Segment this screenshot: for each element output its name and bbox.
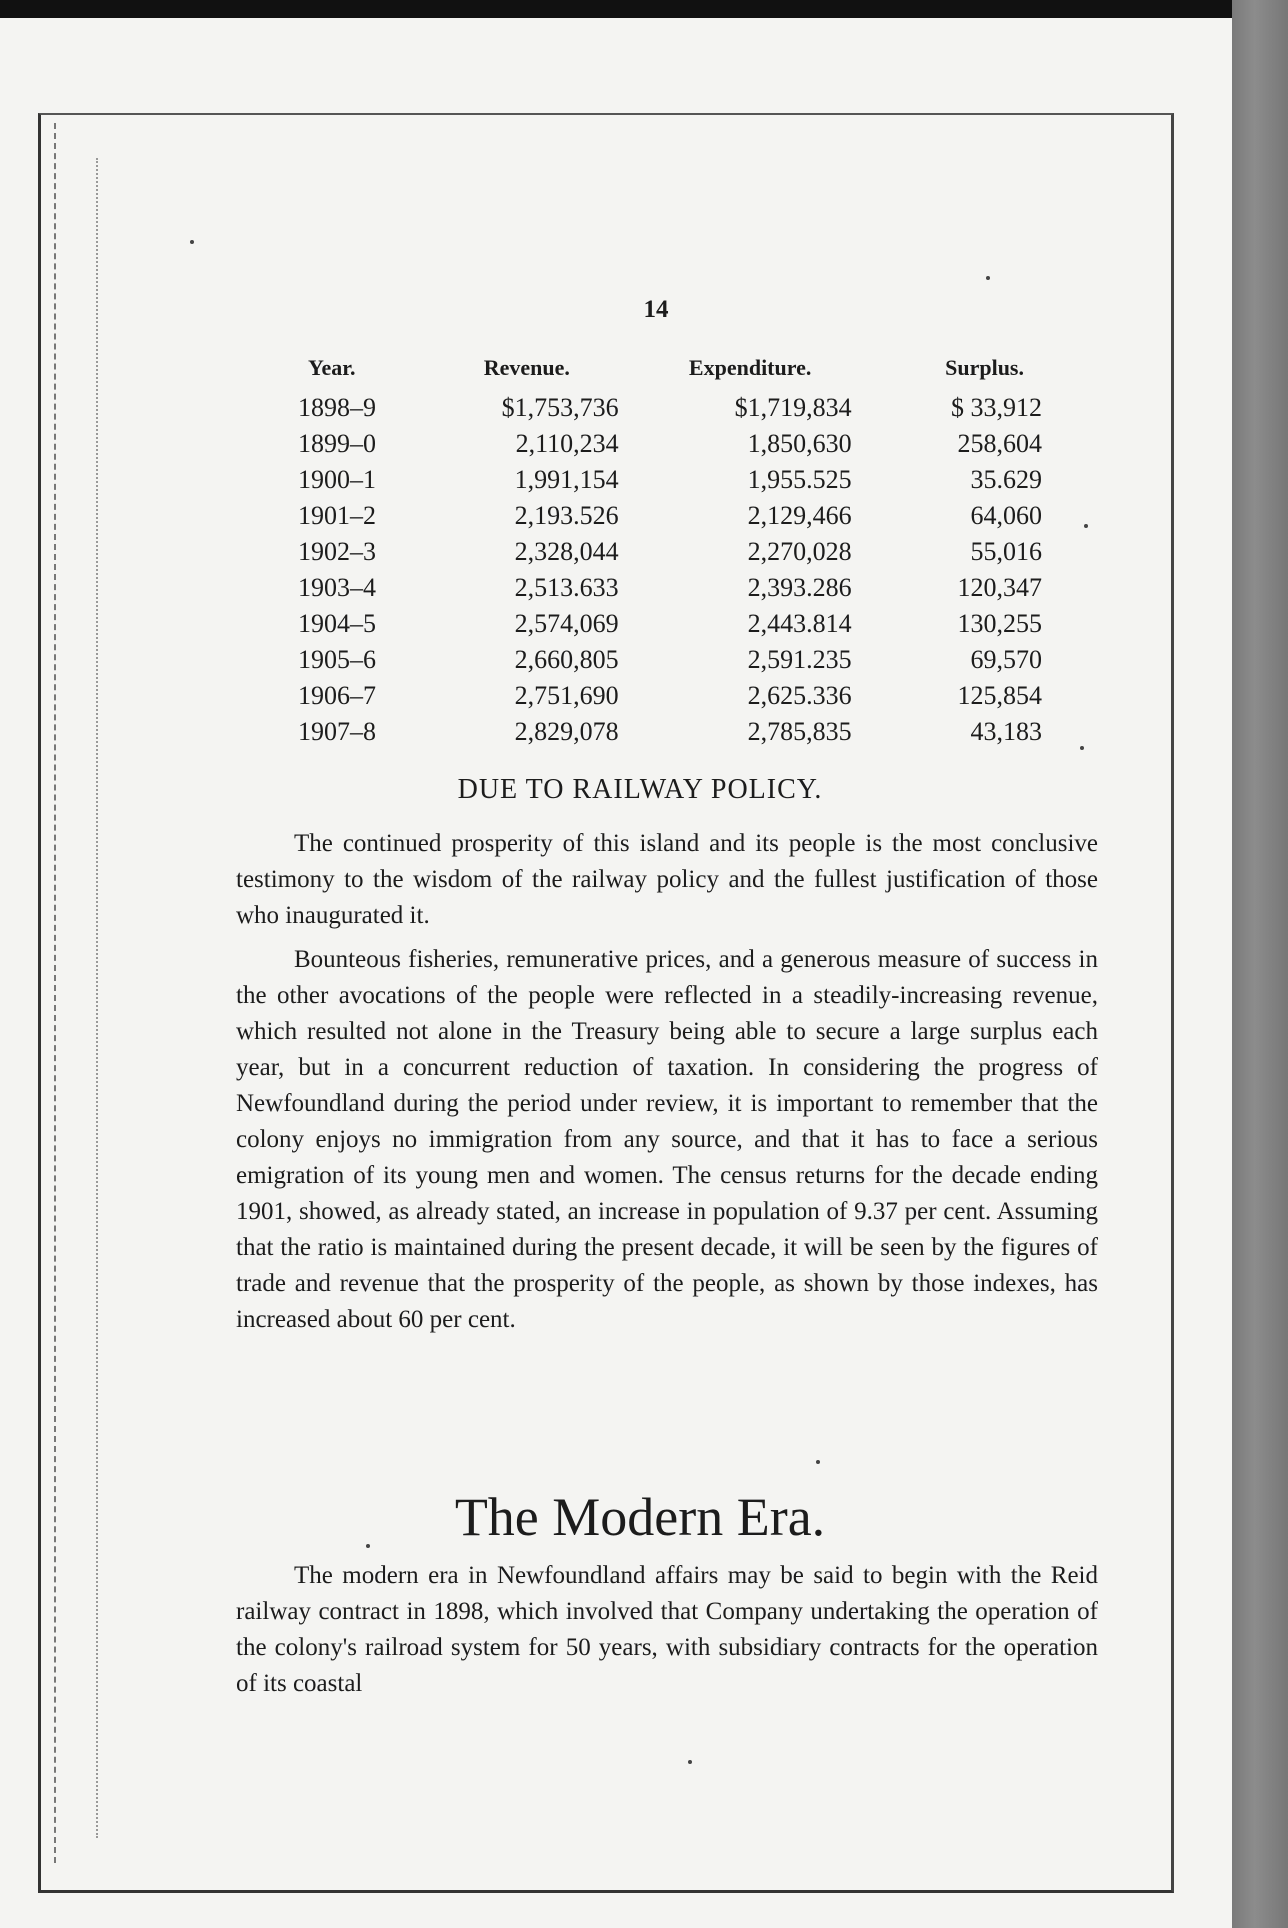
- cell-revenue: 2,328,044: [514, 537, 619, 566]
- scan-speck: [1084, 524, 1088, 528]
- cell-year: 1903–4: [298, 573, 376, 602]
- page-number: 14: [643, 296, 669, 323]
- header-year: Year.: [308, 355, 356, 380]
- cell-year: 1898–9: [298, 393, 376, 422]
- cell-revenue: 2,513.633: [514, 573, 619, 602]
- cell-surplus: 35.629: [970, 465, 1042, 494]
- table-row: [282, 606, 1042, 642]
- scan-speck: [986, 276, 990, 280]
- cell-year: 1902–3: [298, 537, 376, 566]
- cell-expenditure: 2,129,466: [747, 501, 852, 530]
- cell-surplus: 120,347: [957, 573, 1042, 602]
- header-expenditure: Expenditure.: [688, 355, 812, 380]
- cell-expenditure: 2,443.814: [747, 609, 852, 638]
- cell-surplus: 55,016: [970, 537, 1042, 566]
- frame-inner-edge: [54, 123, 56, 1863]
- table-row: [282, 642, 1042, 678]
- paragraph: The modern era in Newfoundland affairs may be said to begin with the Reid railway contract in 1898, which involved that Company undertaking the operation of the colony's railroad system for 50 years, with subsidiary contracts for the operation of its coastal: [236, 1562, 1098, 1697]
- cell-surplus: 258,604: [957, 429, 1042, 458]
- scan-speck: [190, 240, 194, 244]
- cell-surplus: $ 33,912: [951, 393, 1042, 422]
- cell-surplus: 125,854: [957, 681, 1042, 710]
- cell-expenditure: 2,393.286: [747, 573, 852, 602]
- cell-year: 1904–5: [298, 609, 376, 638]
- scan-speck: [1080, 746, 1084, 750]
- table-header-row: [282, 352, 1042, 390]
- frame-inner-edge-secondary: [96, 158, 98, 1838]
- cell-revenue: 2,110,234: [515, 429, 619, 458]
- scan-border-top: [0, 0, 1288, 18]
- cell-year: 1907–8: [298, 717, 376, 746]
- scan-speck: [688, 1760, 692, 1764]
- cell-revenue: 2,660,805: [514, 645, 619, 674]
- cell-year: 1901–2: [298, 501, 376, 530]
- table-row: [282, 498, 1042, 534]
- financial-table: [282, 352, 1042, 750]
- cell-revenue: $1,753,736: [501, 393, 619, 422]
- cell-expenditure: 2,785,835: [747, 717, 852, 746]
- cell-revenue: 2,751,690: [514, 681, 619, 710]
- table-row: [282, 462, 1042, 498]
- cell-surplus: 43,183: [970, 717, 1042, 746]
- cell-revenue: 2,193.526: [514, 501, 619, 530]
- cell-revenue: 1,991,154: [514, 465, 619, 494]
- cell-year: 1899–0: [298, 429, 376, 458]
- cell-expenditure: 1,955.525: [747, 465, 852, 494]
- cell-expenditure: 2,625.336: [747, 681, 852, 710]
- cell-revenue: 2,829,078: [514, 717, 619, 746]
- cell-revenue: 2,574,069: [514, 609, 619, 638]
- paragraph: The continued prosperity of this island and its people is the most conclusive testimony to the wisdom of the railway policy and the fullest justification of those who inaugurated it.: [236, 830, 1098, 929]
- cell-surplus: 64,060: [970, 501, 1042, 530]
- scan-border-right: [1232, 0, 1288, 1928]
- cell-expenditure: 1,850,630: [747, 429, 852, 458]
- cell-year: 1905–6: [298, 645, 376, 674]
- header-revenue: Revenue.: [483, 355, 570, 380]
- cell-expenditure: $1,719,834: [734, 393, 852, 422]
- cell-year: 1900–1: [298, 465, 376, 494]
- header-surplus: Surplus.: [945, 355, 1024, 380]
- cell-surplus: 69,570: [970, 645, 1042, 674]
- table-row: [282, 678, 1042, 714]
- table-row: [282, 534, 1042, 570]
- cell-expenditure: 2,591.235: [747, 645, 852, 674]
- cell-expenditure: 2,270,028: [747, 537, 852, 566]
- paragraph: Bounteous fisheries, remunerative prices, and a generous measure of success in the other avocations of the people were reflected in a steadily-increasing revenue, which resulted not alone in the Treasury being able to secure a large surplus each year, but in a concurrent reduction of taxation. In considering the progress of Newfoundland during the period under review, it is important to remember that the colony enjoys no immigration from any source, and that it has to face a serious emigration of its young men and women. The census returns for the decade ending 1901, showed, as already stated, an increase in population of 9.37 per cent. Assuming that the ratio is maintained during the present decade, it will be seen by the figures of trade and revenue that the prosperity of the people, as shown by those indexes, has increased about 60 per cent.: [236, 946, 1098, 1333]
- section-heading: DUE TO RAILWAY POLICY.: [457, 774, 823, 805]
- table-row: [282, 390, 1042, 426]
- table-row: [282, 570, 1042, 606]
- cell-year: 1906–7: [298, 681, 376, 710]
- table-row: [282, 426, 1042, 462]
- table-row: [282, 714, 1042, 750]
- section-title: The Modern Era.: [454, 1487, 826, 1547]
- cell-surplus: 130,255: [957, 609, 1042, 638]
- scan-speck: [816, 1460, 820, 1464]
